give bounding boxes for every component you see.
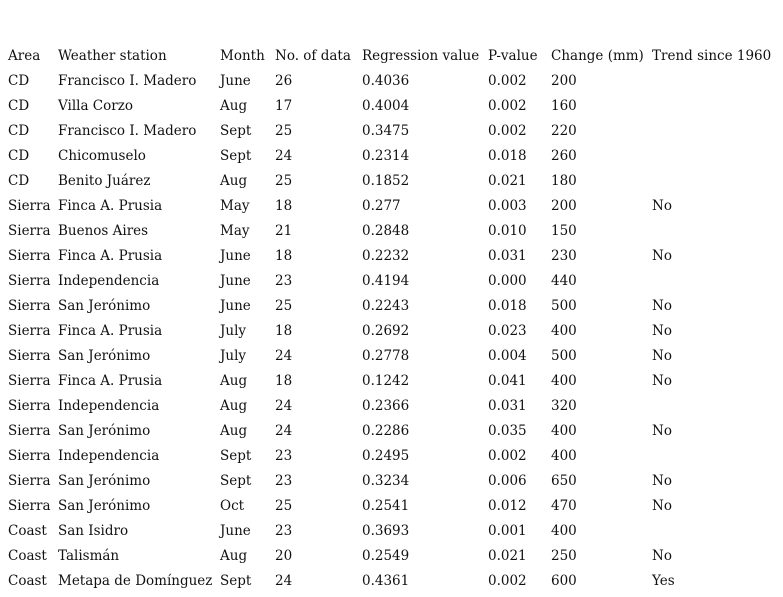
cell-change-mm: 400 xyxy=(551,323,577,339)
cell-trend-since-1960 xyxy=(646,119,776,144)
cell-p-value: 0.001 xyxy=(488,523,527,539)
cell-p-value: 0.010 xyxy=(488,223,527,239)
cell-regression-value: 0.2549 xyxy=(362,548,410,564)
cell-change-mm: 150 xyxy=(551,223,577,239)
cell-no-of-data: 24 xyxy=(275,573,293,589)
cell-month: June xyxy=(220,273,251,289)
header-regression-value: Regression value xyxy=(362,48,480,64)
table-row xyxy=(2,319,776,344)
cell-month: July xyxy=(220,323,247,339)
header-p-value: P-value xyxy=(488,48,538,64)
cell-area: Sierra xyxy=(8,373,51,389)
cell-no-of-data: 18 xyxy=(275,373,293,389)
cell-no-of-data: 25 xyxy=(275,298,293,314)
cell-regression-value: 0.3693 xyxy=(362,523,410,539)
cell-trend-since-1960: Yes xyxy=(652,573,675,589)
cell-regression-value: 0.2848 xyxy=(362,223,410,239)
cell-weather-station: Metapa de Domínguez xyxy=(58,573,213,589)
cell-trend-since-1960: No xyxy=(652,373,672,389)
table-row xyxy=(2,144,776,169)
cell-month: Oct xyxy=(220,498,245,514)
cell-trend-since-1960 xyxy=(646,444,776,469)
cell-p-value: 0.012 xyxy=(488,498,527,514)
cell-weather-station: Independencia xyxy=(58,398,160,414)
cell-regression-value: 0.2232 xyxy=(362,248,410,264)
cell-p-value: 0.023 xyxy=(488,323,527,339)
cell-weather-station: Finca A. Prusia xyxy=(58,198,163,214)
table-body xyxy=(2,69,776,594)
cell-no-of-data: 25 xyxy=(275,498,293,514)
cell-trend-since-1960: No xyxy=(652,298,672,314)
cell-weather-station: Benito Juárez xyxy=(58,173,151,189)
regression-table xyxy=(2,44,776,594)
cell-weather-station: San Jerónimo xyxy=(58,423,151,439)
table-row xyxy=(2,394,776,419)
cell-month: July xyxy=(220,348,247,364)
cell-month: June xyxy=(220,523,251,539)
cell-regression-value: 0.4004 xyxy=(362,98,410,114)
table-row xyxy=(2,344,776,369)
cell-regression-value: 0.277 xyxy=(362,198,401,214)
cell-area: Sierra xyxy=(8,498,51,514)
cell-p-value: 0.035 xyxy=(488,423,527,439)
cell-area: Sierra xyxy=(8,248,51,264)
cell-regression-value: 0.4194 xyxy=(362,273,410,289)
cell-trend-since-1960: No xyxy=(652,323,672,339)
cell-weather-station: Buenos Aires xyxy=(58,223,149,239)
cell-regression-value: 0.3234 xyxy=(362,473,410,489)
cell-weather-station: Chicomuselo xyxy=(58,148,146,164)
table-row xyxy=(2,519,776,544)
cell-no-of-data: 24 xyxy=(275,423,293,439)
cell-area: CD xyxy=(8,173,30,189)
header-no-of-data: No. of data xyxy=(275,48,351,64)
header-month: Month xyxy=(220,48,265,64)
cell-weather-station: Finca A. Prusia xyxy=(58,248,163,264)
cell-no-of-data: 23 xyxy=(275,273,293,289)
cell-regression-value: 0.2778 xyxy=(362,348,410,364)
cell-p-value: 0.002 xyxy=(488,448,527,464)
cell-month: Sept xyxy=(220,473,252,489)
cell-change-mm: 500 xyxy=(551,348,577,364)
cell-p-value: 0.002 xyxy=(488,98,527,114)
cell-month: June xyxy=(220,73,251,89)
cell-weather-station: Finca A. Prusia xyxy=(58,373,163,389)
cell-area: Coast xyxy=(8,548,47,564)
table-row xyxy=(2,194,776,219)
cell-weather-station: Finca A. Prusia xyxy=(58,323,163,339)
table-row xyxy=(2,169,776,194)
cell-regression-value: 0.2692 xyxy=(362,323,410,339)
cell-month: Aug xyxy=(220,373,248,389)
table-row xyxy=(2,419,776,444)
cell-area: CD xyxy=(8,73,30,89)
cell-change-mm: 200 xyxy=(551,73,577,89)
cell-month: Sept xyxy=(220,148,252,164)
cell-p-value: 0.031 xyxy=(488,248,527,264)
cell-weather-station: San Jerónimo xyxy=(58,473,151,489)
table-row xyxy=(2,119,776,144)
table-row xyxy=(2,444,776,469)
cell-change-mm: 400 xyxy=(551,448,577,464)
cell-change-mm: 600 xyxy=(551,573,577,589)
cell-change-mm: 400 xyxy=(551,373,577,389)
table-row xyxy=(2,69,776,94)
table-row xyxy=(2,469,776,494)
cell-regression-value: 0.2243 xyxy=(362,298,410,314)
cell-no-of-data: 24 xyxy=(275,148,293,164)
cell-no-of-data: 23 xyxy=(275,523,293,539)
cell-no-of-data: 24 xyxy=(275,398,293,414)
cell-month: Aug xyxy=(220,98,248,114)
cell-regression-value: 0.3475 xyxy=(362,123,410,139)
cell-p-value: 0.004 xyxy=(488,348,527,364)
cell-area: Sierra xyxy=(8,323,51,339)
cell-month: May xyxy=(220,223,250,239)
table-header xyxy=(2,44,776,69)
cell-p-value: 0.021 xyxy=(488,173,527,189)
cell-no-of-data: 26 xyxy=(275,73,293,89)
cell-month: Aug xyxy=(220,423,248,439)
cell-trend-since-1960: No xyxy=(652,473,672,489)
cell-regression-value: 0.2366 xyxy=(362,398,410,414)
cell-trend-since-1960: No xyxy=(652,548,672,564)
cell-trend-since-1960: No xyxy=(652,348,672,364)
table-row xyxy=(2,244,776,269)
cell-trend-since-1960 xyxy=(646,519,776,544)
cell-change-mm: 200 xyxy=(551,198,577,214)
table-row xyxy=(2,369,776,394)
cell-weather-station: Talismán xyxy=(58,548,120,564)
cell-change-mm: 500 xyxy=(551,298,577,314)
cell-trend-since-1960: No xyxy=(652,498,672,514)
cell-regression-value: 0.1242 xyxy=(362,373,410,389)
cell-p-value: 0.006 xyxy=(488,473,527,489)
cell-no-of-data: 20 xyxy=(275,548,293,564)
cell-trend-since-1960 xyxy=(646,94,776,119)
cell-p-value: 0.000 xyxy=(488,273,527,289)
cell-p-value: 0.002 xyxy=(488,73,527,89)
cell-regression-value: 0.4036 xyxy=(362,73,410,89)
cell-weather-station: San Jerónimo xyxy=(58,348,151,364)
cell-area: Coast xyxy=(8,573,47,589)
cell-weather-station: San Jerónimo xyxy=(58,298,151,314)
cell-change-mm: 260 xyxy=(551,148,577,164)
cell-trend-since-1960 xyxy=(646,69,776,94)
cell-month: May xyxy=(220,198,250,214)
cell-area: Sierra xyxy=(8,298,51,314)
cell-no-of-data: 23 xyxy=(275,473,293,489)
cell-no-of-data: 23 xyxy=(275,448,293,464)
table-row xyxy=(2,94,776,119)
cell-area: CD xyxy=(8,123,30,139)
cell-area: CD xyxy=(8,148,30,164)
cell-trend-since-1960 xyxy=(646,269,776,294)
cell-weather-station: Independencia xyxy=(58,448,160,464)
cell-change-mm: 400 xyxy=(551,423,577,439)
cell-no-of-data: 21 xyxy=(275,223,293,239)
cell-area: CD xyxy=(8,98,30,114)
cell-regression-value: 0.2286 xyxy=(362,423,410,439)
cell-no-of-data: 25 xyxy=(275,123,293,139)
header-trend-since-1960: Trend since 1960 xyxy=(652,48,772,64)
cell-weather-station: Villa Corzo xyxy=(58,98,133,114)
cell-regression-value: 0.2541 xyxy=(362,498,410,514)
cell-p-value: 0.031 xyxy=(488,398,527,414)
cell-trend-since-1960: No xyxy=(652,198,672,214)
cell-p-value: 0.018 xyxy=(488,148,527,164)
cell-change-mm: 400 xyxy=(551,523,577,539)
cell-p-value: 0.018 xyxy=(488,298,527,314)
cell-change-mm: 250 xyxy=(551,548,577,564)
cell-weather-station: Francisco I. Madero xyxy=(58,123,197,139)
cell-change-mm: 160 xyxy=(551,98,577,114)
cell-trend-since-1960 xyxy=(646,144,776,169)
cell-weather-station: Independencia xyxy=(58,273,160,289)
cell-p-value: 0.002 xyxy=(488,573,527,589)
table-row xyxy=(2,494,776,519)
cell-area: Sierra xyxy=(8,423,51,439)
cell-change-mm: 180 xyxy=(551,173,577,189)
cell-regression-value: 0.2314 xyxy=(362,148,410,164)
cell-no-of-data: 18 xyxy=(275,198,293,214)
cell-trend-since-1960 xyxy=(646,394,776,419)
cell-no-of-data: 18 xyxy=(275,248,293,264)
cell-month: Sept xyxy=(220,573,252,589)
cell-trend-since-1960 xyxy=(646,169,776,194)
cell-trend-since-1960 xyxy=(646,219,776,244)
header-area: Area xyxy=(8,48,41,64)
cell-no-of-data: 24 xyxy=(275,348,293,364)
cell-month: Aug xyxy=(220,173,248,189)
cell-area: Sierra xyxy=(8,348,51,364)
cell-trend-since-1960: No xyxy=(652,248,672,264)
cell-area: Coast xyxy=(8,523,47,539)
cell-weather-station: San Jerónimo xyxy=(58,498,151,514)
cell-area: Sierra xyxy=(8,448,51,464)
cell-month: Sept xyxy=(220,448,252,464)
cell-p-value: 0.041 xyxy=(488,373,527,389)
cell-no-of-data: 18 xyxy=(275,323,293,339)
cell-p-value: 0.021 xyxy=(488,548,527,564)
cell-area: Sierra xyxy=(8,198,51,214)
cell-regression-value: 0.1852 xyxy=(362,173,410,189)
cell-area: Sierra xyxy=(8,398,51,414)
cell-area: Sierra xyxy=(8,273,51,289)
table-row xyxy=(2,294,776,319)
cell-change-mm: 470 xyxy=(551,498,577,514)
cell-no-of-data: 17 xyxy=(275,98,293,114)
cell-month: June xyxy=(220,248,251,264)
cell-area: Sierra xyxy=(8,223,51,239)
cell-change-mm: 440 xyxy=(551,273,577,289)
header-weather-station: Weather station xyxy=(58,48,167,64)
cell-month: Aug xyxy=(220,548,248,564)
cell-regression-value: 0.2495 xyxy=(362,448,410,464)
cell-p-value: 0.003 xyxy=(488,198,527,214)
cell-change-mm: 320 xyxy=(551,398,577,414)
table-row xyxy=(2,544,776,569)
header-change-mm: Change (mm) xyxy=(551,48,644,64)
cell-area: Sierra xyxy=(8,473,51,489)
cell-trend-since-1960: No xyxy=(652,423,672,439)
cell-weather-station: Francisco I. Madero xyxy=(58,73,197,89)
cell-month: Aug xyxy=(220,398,248,414)
cell-change-mm: 220 xyxy=(551,123,577,139)
cell-weather-station: San Isidro xyxy=(58,523,129,539)
cell-month: Sept xyxy=(220,123,252,139)
table-row xyxy=(2,269,776,294)
cell-no-of-data: 25 xyxy=(275,173,293,189)
table-row xyxy=(2,569,776,594)
cell-regression-value: 0.4361 xyxy=(362,573,410,589)
table-row xyxy=(2,219,776,244)
cell-change-mm: 650 xyxy=(551,473,577,489)
cell-change-mm: 230 xyxy=(551,248,577,264)
cell-p-value: 0.002 xyxy=(488,123,527,139)
header-row xyxy=(2,44,776,69)
cell-month: June xyxy=(220,298,251,314)
